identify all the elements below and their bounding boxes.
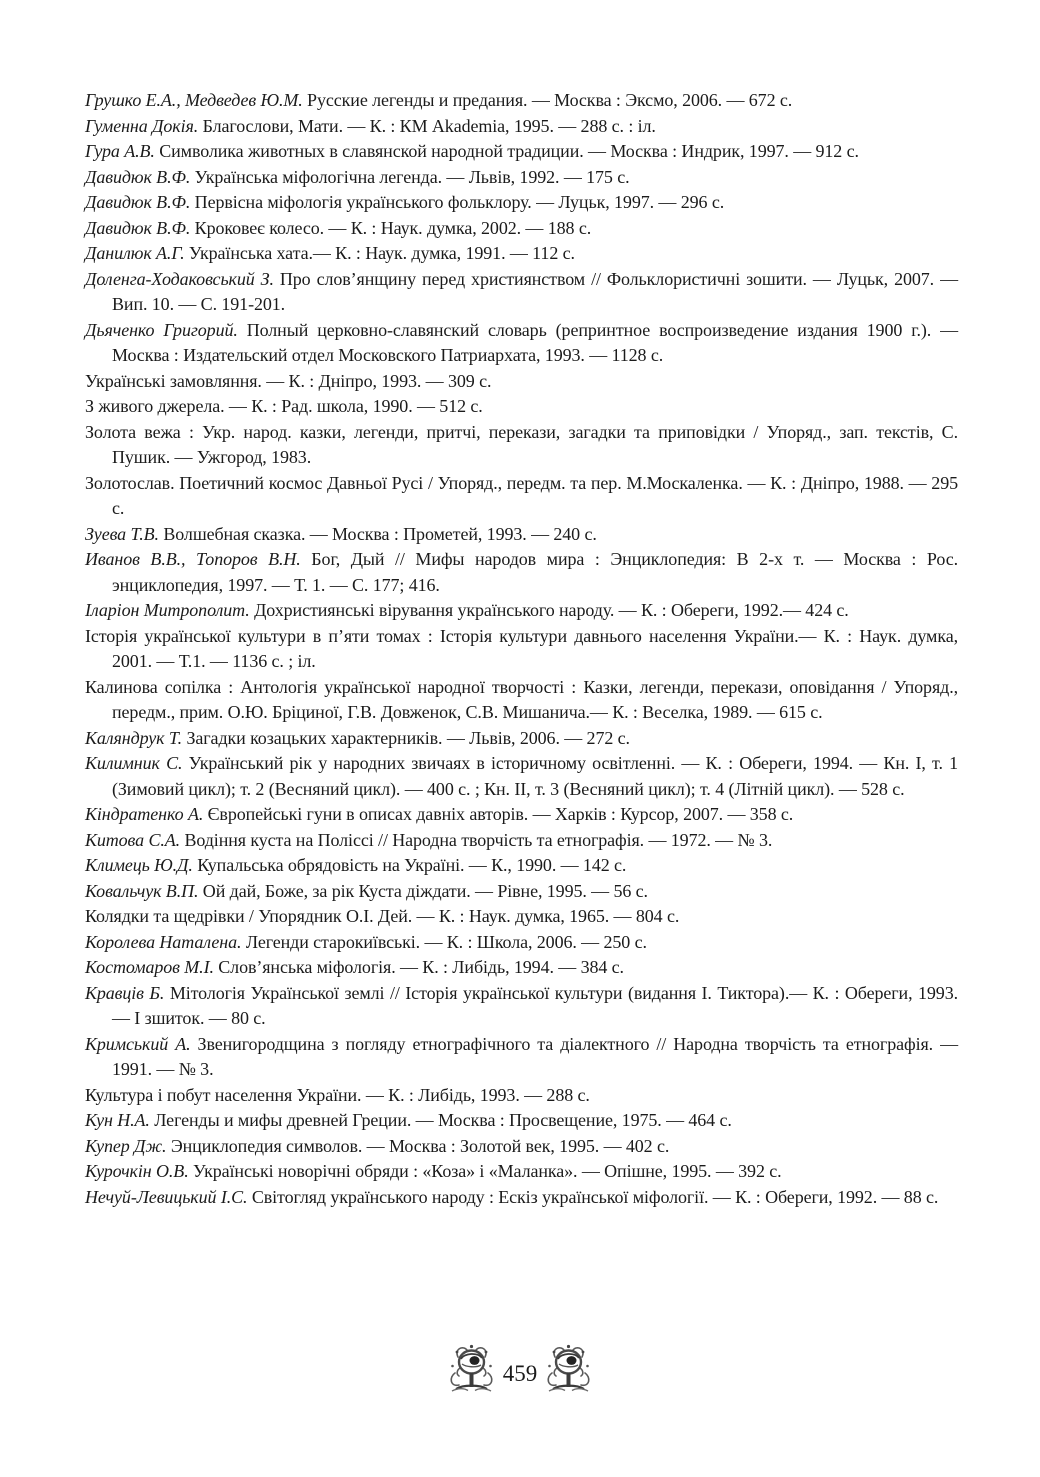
entry-text: Культура і побут населення України. — К. : Либідь, 1993. — 288 с. — [85, 1084, 590, 1105]
entry-text: Купальська обрядовість на Україні. — К., 1990. — 142 с. — [192, 855, 627, 875]
bibliography-entry — [85, 624, 958, 675]
entry-author: Гура А.В. — [85, 141, 155, 161]
entry-author: Китова С.А. — [85, 829, 181, 850]
entry-text: З живого джерела. — К. : Рад. школа, 1990. — 512 с. — [85, 396, 483, 416]
entry-text: Полный церковно-славянский словарь (репринтное воспроизведение издания 1900 г.). — Москва : Издательский отдел Московского Патриархата, 1993. — 1128 с. — [112, 319, 959, 365]
entry-author: Давидюк В.Ф. — [85, 166, 191, 187]
bibliography-entry — [85, 267, 958, 318]
entry-text: Легенды и мифы древней Греции. — Москва : Просвещение, 1975. — 464 с. — [149, 1110, 732, 1130]
bibliography-entry — [85, 1083, 958, 1109]
entry-text: Благослови, Мати. — К. : КМ Akademia, 1995. — 288 с. : іл. — [198, 115, 656, 136]
entry-author: Ковальчук В.П. — [85, 880, 199, 901]
entry-author: Давидюк В.Ф. — [85, 192, 191, 212]
entry-text: Золотослав. Поетичний космос Давньої Русі / Упоряд., передм. та пер. М.Москаленка. — К. : Дніпро, 1988. — 295 с. — [85, 472, 958, 518]
bibliography-entry — [85, 216, 958, 242]
entry-text: Звенигородщина з погляду етнографічного та діалектного // Народна творчість та етнографія. — 1991. — № 3. — [112, 1033, 959, 1079]
entry-text: Энциклопедия символов. — Москва : Золотой век, 1995. — 402 с. — [166, 1135, 670, 1156]
entry-author: Кун Н.А. — [85, 1110, 150, 1130]
entry-text: Бог, Дый // Мифы народов мира : Энциклопедия: В 2-х т. — Москва : Рос. энциклопедия, 1997. — Т. 1. — С. 177; 416. — [112, 549, 958, 595]
entry-author: Курочкін О.В. — [85, 1161, 189, 1181]
bibliography-entry — [85, 1159, 958, 1185]
page-number: 459 — [502, 1360, 538, 1386]
entry-author: Климець Ю.Д. — [85, 855, 193, 875]
bibliography-entry — [85, 930, 958, 956]
entry-text: Українські новорічні обряди : «Коза» і «Маланка». — Опішне, 1995. — 392 с. — [188, 1161, 782, 1181]
entry-text: Легенди старокиївські. — К. : Школа, 2006. — 250 с. — [241, 931, 647, 952]
bibliography-entry — [85, 828, 958, 854]
bibliography-entry — [85, 190, 958, 216]
bibliography-entry — [85, 369, 958, 395]
page-footer — [0, 1342, 1040, 1398]
entry-author: Доленга-Ходаковський З. — [85, 268, 274, 289]
entry-author: Кримський А. — [85, 1033, 191, 1054]
entry-text: Ой дай, Боже, за рік Куста діждати. — Рівне, 1995. — 56 с. — [198, 880, 648, 901]
bibliography-entry — [85, 165, 958, 191]
entry-text: Колядки та щедрівки / Упорядник О.І. Дей. — К. : Наук. думка, 1965. — 804 с. — [85, 906, 680, 926]
entry-author: Давидюк В.Ф. — [85, 217, 191, 238]
entry-text: Золота вежа : Укр. народ. казки, легенди, притчі, перекази, загадки та приповідки / Упоряд., зап. текстів, С. Пушик. — Ужгород, 1983. — [85, 421, 958, 467]
bibliography-entry — [85, 471, 958, 522]
entry-text: Калинова сопілка : Антологія української народної творчості : Казки, легенди, перекази, оповідання / Упоряд., передм., прим. О.Ю. Бріциної, Г.В. Довженок, С.В. Мишанича.— К. : Веселка, 1989. — 615 с. — [85, 676, 958, 722]
entry-author: Дьяченко Григорий. — [85, 319, 238, 340]
bibliography-entry — [85, 522, 958, 548]
entry-author: Иванов В.В., Топоров В.Н. — [85, 549, 301, 569]
entry-text: Загадки козацьких характерників. — Львів, 2006. — 272 с. — [182, 727, 630, 748]
grotesque-vignette-icon — [545, 1342, 592, 1398]
entry-text: Європейські гуни в описах давніх авторів. — Харків : Курсор, 2007. — 358 с. — [203, 804, 794, 824]
entry-text: Українські замовляння. — К. : Дніпро, 1993. — 309 с. — [85, 370, 492, 391]
bibliography-entry — [85, 1134, 958, 1160]
entry-text: Історія української культури в п’яти томах : Історія культури давнього населення України.— К. : Наук. думка, 2001. — Т.1. — 1136 с. ; іл. — [85, 625, 958, 671]
bibliography-entry — [85, 904, 958, 930]
bibliography-entry — [85, 88, 958, 114]
entry-author: Гуменна Докія. — [85, 115, 199, 136]
entry-author: Кіндратенко А. — [85, 804, 204, 824]
entry-author: Каляндрук Т. — [85, 727, 183, 748]
bibliography-entry — [85, 955, 958, 981]
bibliography-entry — [85, 675, 958, 726]
entry-text: Слов’янська міфологія. — К. : Либідь, 1994. — 384 с. — [213, 957, 624, 977]
bibliography-entry — [85, 114, 958, 140]
entry-author: Килимник С. — [85, 753, 183, 773]
bibliography-entry — [85, 1032, 958, 1083]
bibliography-entry — [85, 420, 958, 471]
entry-author: Грушко Е.А., Медведев Ю.М. — [85, 90, 303, 110]
entry-text: Первісна міфологія українського фольклору. — Луцьк, 1997. — 296 с. — [190, 192, 725, 212]
entry-author: Костомаров М.І. — [85, 957, 214, 977]
bibliography-entry — [85, 853, 958, 879]
entry-text: Українська хата.— К. : Наук. думка, 1991. — 112 с. — [184, 243, 575, 263]
entry-author: Зуева Т.В. — [85, 523, 159, 544]
entry-text: Кроковеє колесо. — К. : Наук. думка, 2002. — 188 с. — [190, 217, 592, 238]
bibliography-entry — [85, 547, 958, 598]
bibliography-entry — [85, 394, 958, 420]
grotesque-vignette-icon — [448, 1342, 495, 1398]
entry-text: Світогляд українського народу : Ескіз української міфології. — К. : Обереги, 1992. — 88 с. — [247, 1186, 939, 1207]
bibliography-entry — [85, 318, 958, 369]
bibliography-entry — [85, 1185, 958, 1211]
entry-text: Мітологія Української землі // Історія української культури (видання І. Тиктора).— К. : Обереги, 1993. — І зшиток. — 80 с. — [112, 982, 959, 1028]
bibliography-entry — [85, 751, 958, 802]
bibliography-entry — [85, 598, 958, 624]
entry-author: Данилюк А.Г. — [85, 243, 185, 263]
entry-text: Дохристиянські вірування українського народу. — К. : Обереги, 1992.— 424 с. — [249, 600, 849, 620]
entry-text: Український рік у народних звичаях в історичному освітленні. — К. : Обереги, 1994. — Кн. І, т. 1 (Зимовий цикл); т. 2 (Весняний цикл). — 400 с. ; Кн. ІІ, т. 3 (Весняний цикл); т. 4 (Літній цикл). — 528 с. — [112, 753, 958, 799]
entry-text: Про слов’янщину перед християнством // Фольклористичні зошити. — Луцьк, 2007. — Вип. 10. — С. 191-201. — [112, 268, 958, 314]
entry-author: Іларіон Митрополит. — [85, 600, 250, 620]
entry-author: Купер Дж. — [85, 1135, 167, 1156]
bibliography-entry — [85, 879, 958, 905]
entry-text: Волшебная сказка. — Москва : Прометей, 1993. — 240 с. — [158, 523, 597, 544]
bibliography-entry — [85, 802, 958, 828]
entry-author: Нечуй-Левицький І.С. — [85, 1186, 248, 1207]
entry-text: Русские легенды и предания. — Москва : Эксмо, 2006. — 672 с. — [302, 90, 793, 110]
bibliography-entry — [85, 981, 958, 1032]
entry-author: Королева Наталена. — [85, 931, 242, 952]
entry-text: Символика животных в славянской народной традиции. — Москва : Индрик, 1997. — 912 с. — [154, 141, 859, 161]
entry-text: Водіння куста на Поліссі // Народна творчість та етнографія. — 1972. — № 3. — [180, 829, 773, 850]
bibliography-entry — [85, 1108, 958, 1134]
entry-author: Кравців Б. — [85, 982, 165, 1003]
bibliography-entry — [85, 726, 958, 752]
bibliography-entry — [85, 139, 958, 165]
bibliography-list — [85, 88, 958, 1210]
entry-text: Українська міфологічна легенда. — Львів, 1992. — 175 с. — [190, 166, 630, 187]
bibliography-entry — [85, 241, 958, 267]
